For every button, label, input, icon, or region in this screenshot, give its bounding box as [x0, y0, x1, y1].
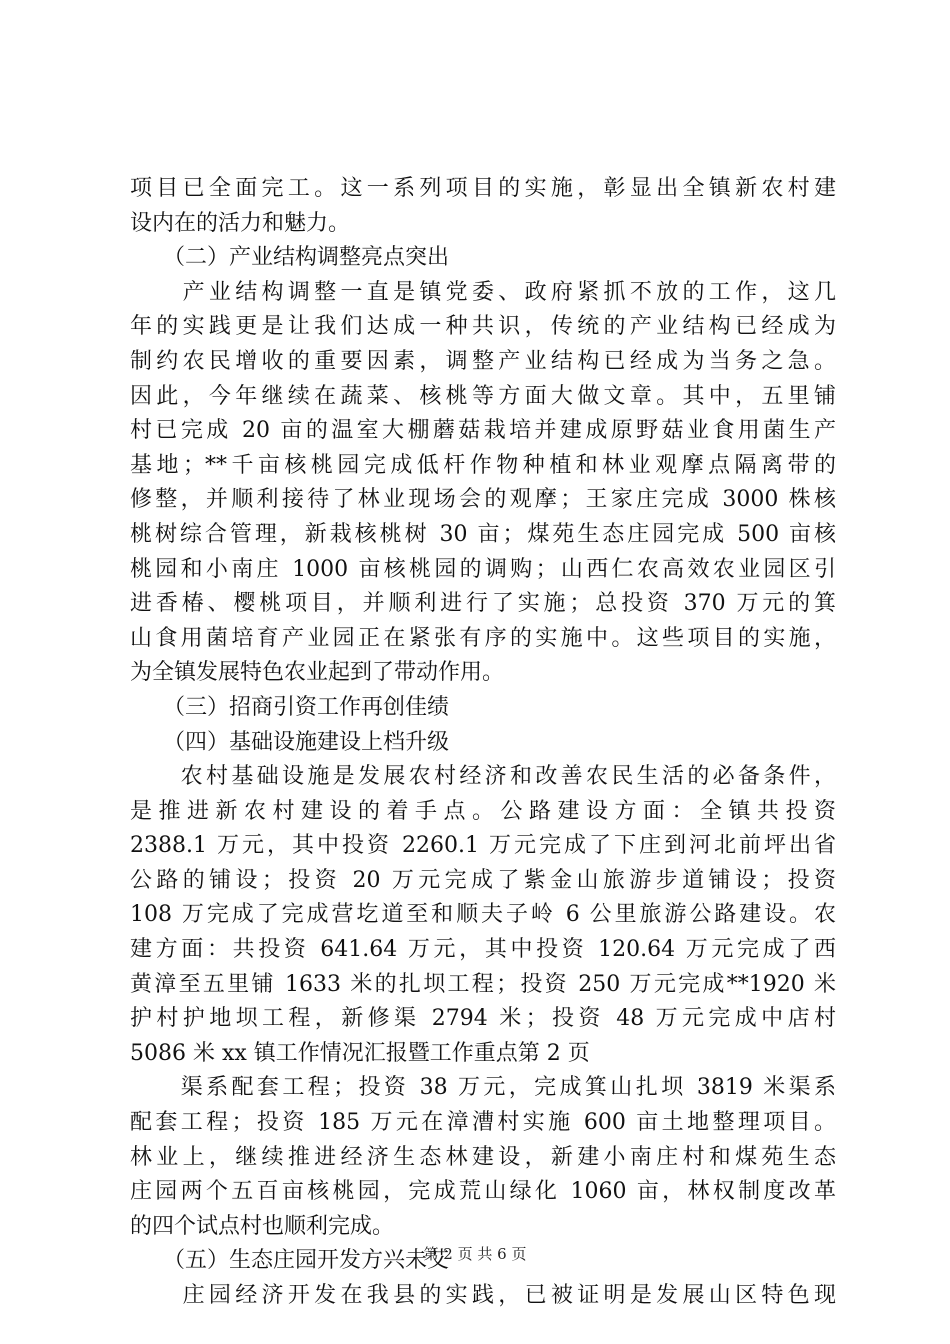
text-line: 桃园和小南庄 1000 亩核桃园的调购；山西仁农高效农业园区引 [130, 556, 836, 582]
text-line: 桃树综合管理，新栽核桃树 30 亩；煤苑生态庄园完成 500 亩核 [130, 521, 836, 547]
text-line: （二）产业结构调整亮点突出 [130, 245, 450, 271]
text-line: 2388.1 万元，其中投资 2260.1 万元完成了下庄到河北前坪出省 [130, 833, 836, 859]
text-line: 配套工程；投资 185 万元在漳漕村实施 600 亩土地整理项目。 [130, 1110, 836, 1136]
text-line: 庄园经济开发在我县的实践，已被证明是发展山区特色现 [130, 1283, 836, 1308]
text-line: 进香椿、樱桃项目，并顺利进行了实施；总投资 370 万元的箕 [130, 591, 836, 617]
text-line: 设内在的活力和魅力。 [130, 210, 351, 236]
text-line: 因此，今年继续在蔬菜、核桃等方面大做文章。其中，五里铺 [130, 383, 836, 409]
text-line: （三）招商引资工作再创佳绩 [130, 694, 450, 720]
text-line: 黄漳至五里铺 1633 米的扎坝工程；投资 250 万元完成**1920 米 [130, 971, 836, 997]
text-line: 山食用菌培育产业园正在紧张有序的实施中。这些项目的实施， [130, 625, 836, 651]
text-line: 庄园两个五百亩核桃园，完成荒山绿化 1060 亩，林权制度改革 [130, 1179, 836, 1205]
text-line: 基地；**千亩核桃园完成低杆作物种植和林业观摩点隔离带的 [130, 452, 836, 478]
document-body [130, 172, 836, 1314]
text-line: 108 万完成了完成营圪道至和顺夫子岭 6 公里旅游公路建设。农 [130, 902, 836, 928]
text-line: 项目已全面完工。这一系列项目的实施，彰显出全镇新农村建 [130, 176, 836, 201]
text-line: 制约农民增收的重要因素，调整产业结构已经成为当务之急。 [130, 348, 836, 374]
text-line: 年的实践更是让我们达成一种共识，传统的产业结构已经成为 [130, 314, 836, 340]
text-line: 建方面：共投资 641.64 万元，其中投资 120.64 万元完成了西 [130, 937, 836, 963]
text-line: 为全镇发展特色农业起到了带动作用。 [130, 660, 505, 686]
text-line: 护村护地坝工程，新修渠 2794 米；投资 48 万元完成中店村 [130, 1006, 836, 1032]
text-line: 的四个试点村也顺利完成。 [130, 1213, 395, 1239]
text-line: 产业结构调整一直是镇党委、政府紧抓不放的工作，这几 [130, 279, 836, 305]
page-footer: 第 2 页 共 6 页 [423, 1245, 527, 1263]
text-line: 村已完成 20 亩的温室大棚蘑菇栽培并建成原野菇业食用菌生产 [130, 418, 836, 444]
text-line: （四）基础设施建设上档升级 [130, 729, 450, 755]
text-line: 渠系配套工程；投资 38 万元，完成箕山扎坝 3819 米渠系 [130, 1075, 836, 1101]
text-line: 是推进新农村建设的着手点。公路建设方面：全镇共投资 [130, 798, 836, 824]
text-line: 公路的铺设；投资 20 万元完成了紫金山旅游步道铺设；投资 [130, 867, 836, 893]
text-line: 农村基础设施是发展农村经济和改善农民生活的必备条件， [130, 764, 836, 790]
text-line: 林业上，继续推进经济生态林建设，新建小南庄村和煤苑生态 [130, 1144, 836, 1170]
text-line: 修整，并顺利接待了林业现场会的观摩；王家庄完成 3000 株核 [130, 487, 836, 513]
text-line: （五）生态庄园开发方兴未艾 [130, 1248, 450, 1274]
text-line: 5086 米 xx 镇工作情况汇报暨工作重点第 2 页 [130, 1040, 590, 1066]
